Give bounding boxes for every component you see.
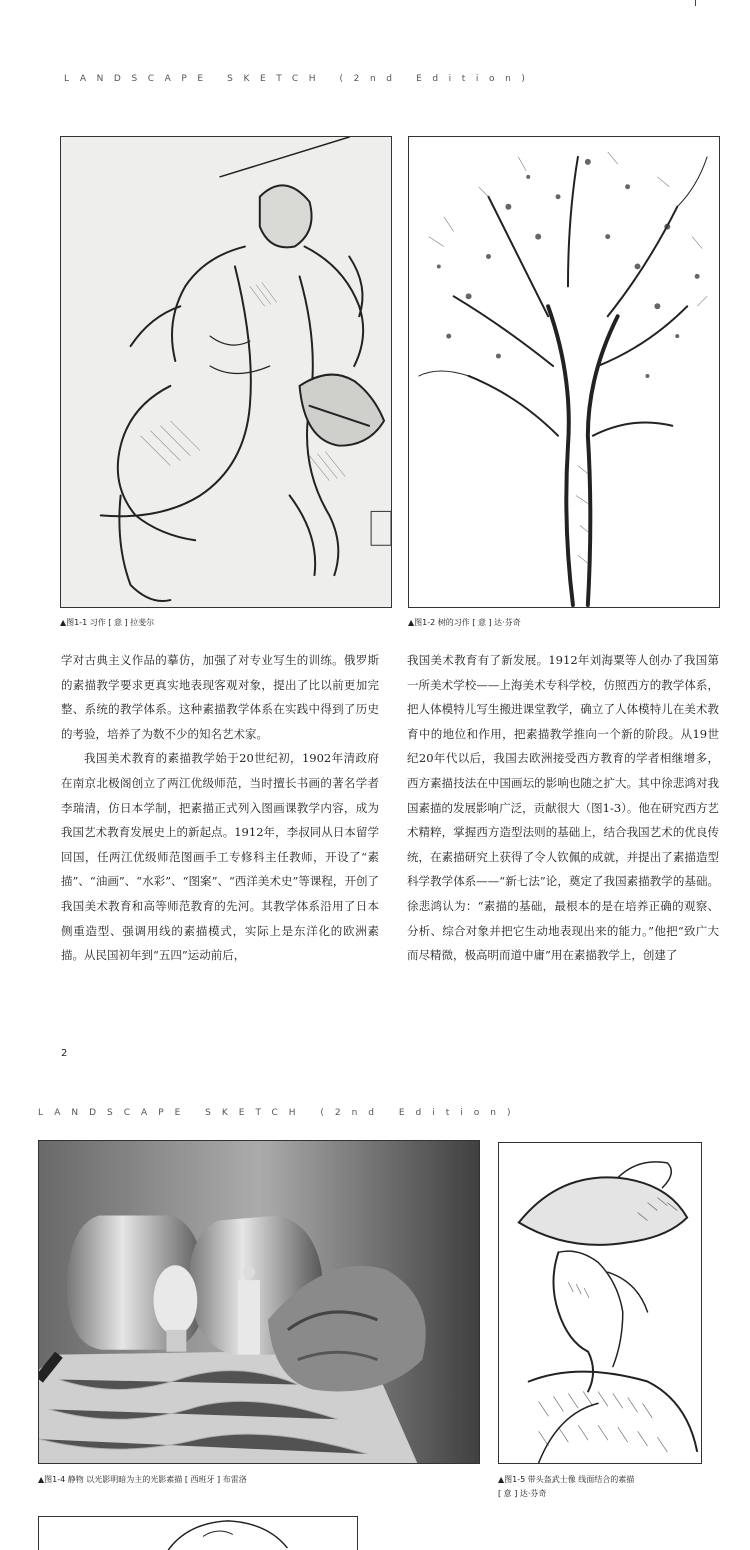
figure-1-5-image xyxy=(498,1142,702,1464)
page-number: 2 xyxy=(61,1048,68,1059)
paragraph: 我国美术教育的素描教学始于20世纪初，1902年清政府在南京北极阁创立了两江优级师范，当时擅长书画的著名学者李瑞清，仿日本学制，把素描正式列入图画课教学内容，成为我国艺术教育发展史上的新起点。1912年，李叔同从日本留学回国，任两江优级师范图画手工专修科主任教师，开设了“素描”、“油画”、“水彩”、“图案”、“西洋美术史”等课程，开创了我国美术教育和高等师范教育的先河。其教学体系沿用了日本侧重造型、强调用线的素描模式，实际上是东洋化的欧洲素描。从民国初年到“五四”运动前后， xyxy=(61,751,379,963)
figure-1-4-image xyxy=(38,1140,480,1464)
figure-1-1-image xyxy=(60,136,392,608)
figure-1-2-image xyxy=(408,136,720,608)
paragraph: 学对古典主义作品的摹仿，加强了对专业写生的训练。俄罗斯的素描教学要求更真实地表现客观对象，提出了比以前更加完整、系统的教学体系。这种素描教学体系在实践中得到了历史的考验，培养了为数不少的知名艺术家。 xyxy=(61,653,379,741)
figure-1-5-caption-line1: ▲图1-5 带头盔武士像 线面结合的素描 xyxy=(498,1475,635,1484)
left-text-column xyxy=(61,648,379,968)
running-head-page2 xyxy=(38,1108,728,1118)
figure-1-4-caption: ▲图1-4 静物 以光影明暗为主的光影素描 [ 西班牙 ] 布雷洛 xyxy=(38,1475,247,1484)
running-head-text: LANDSCAPE SKETCH (2nd Edition) xyxy=(64,74,536,84)
right-text-column xyxy=(407,648,719,968)
figure-1-5-caption-line2: [ 意 ] 达·芬奇 xyxy=(498,1489,547,1498)
running-head xyxy=(64,74,740,84)
paragraph: 我国美术教育有了新发展。1912年刘海粟等人创办了我国第一所美术学校——上海美术专科学校，仿照西方的教学体系，把人体模特儿写生搬进课堂教学，确立了人体模特儿在美术教育中的地位和作用，把素描教学推向一个新的阶段。从19世纪20年代以后，我国去欧洲接受西方教育的学者相继增多，西方素描技法在中国画坛的影响也随之扩大。其中徐悲鸿对我国素描的发展影响广泛，贡献很大（图1-3）。他在研究西方艺术精粹，掌握西方造型法则的基础上，结合我国艺术的优良传统，在素描研究上获得了令人钦佩的成就，并提出了素描造型科学教学体系——“新七法”论，奠定了我国素描教学的基础。徐悲鸿认为：“素描的基础，最根本的是在培养正确的观察、分析、综合对象并把它生动地表现出来的能力。”他把“致广大而尽精微，极高明而道中庸”用在素描教学上，创建了 xyxy=(407,653,719,963)
figure-1-2-caption: ▲图1-2 树的习作 [ 意 ] 达·芬奇 xyxy=(408,618,521,627)
figure-1-1-caption: ▲图1-1 习作 [ 意 ] 拉斐尔 xyxy=(60,618,155,627)
crop-mark xyxy=(695,0,696,6)
partial-figure-image xyxy=(38,1516,358,1550)
running-head-text: LANDSCAPE SKETCH (2nd Edition) xyxy=(38,1108,522,1118)
